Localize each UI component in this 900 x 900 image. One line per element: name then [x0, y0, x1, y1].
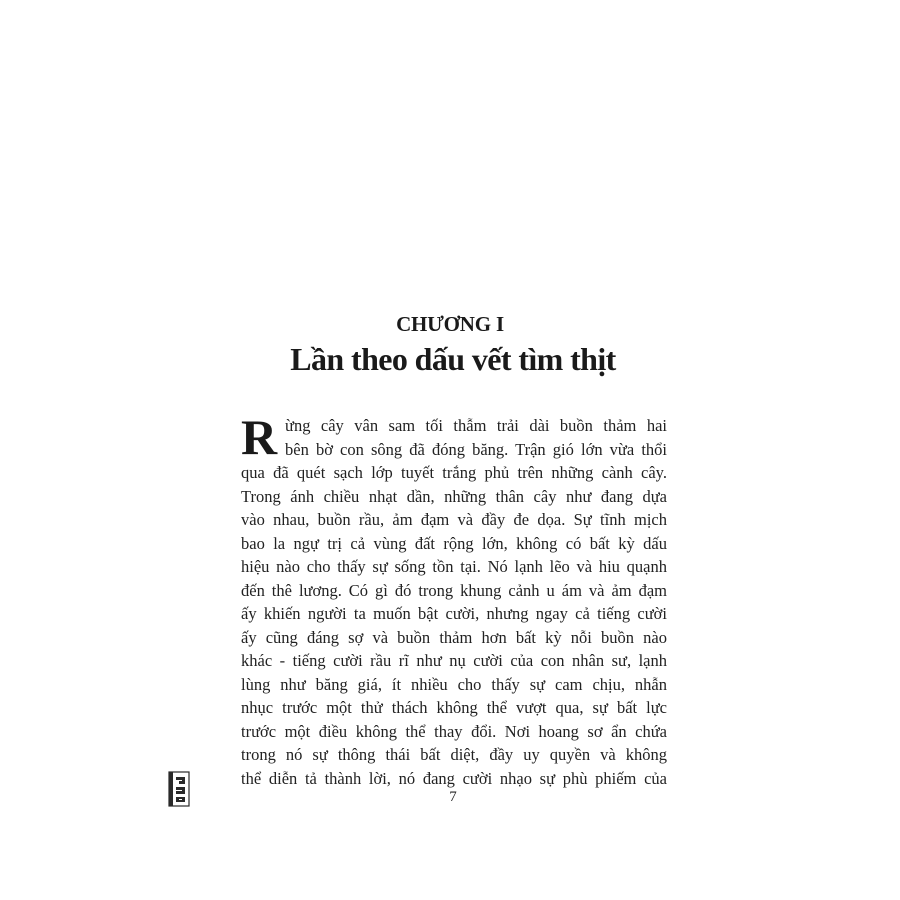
- chapter-label: CHƯƠNG I: [396, 312, 504, 336]
- page-number: 7: [449, 789, 457, 805]
- text-line: bên bờ con sông đã đóng băng. Trận gió lớn vừa thổi: [285, 439, 667, 459]
- text-line: trước một điều không thể thay đổi. Nơi hoang sơ ẩn chứa: [241, 721, 667, 741]
- text-line: khác - tiếng cười rầu rĩ như nụ cười của con nhân sư, lạnh: [241, 651, 667, 670]
- text-line: qua đã quét sạch lớp tuyết trắng phủ trên những cành cây.: [241, 463, 667, 482]
- text-line: ấy cũng đáng sợ và buồn thảm hơn bất kỳ nỗi buồn nào: [241, 627, 667, 647]
- text-line: hiệu nào cho thấy sự sống tồn tại. Nó lạnh lẽo và hiu quạnh: [241, 557, 667, 576]
- text-line: trong nó sự thông thái bất diệt, đầy uy quyền và không: [241, 745, 667, 764]
- text-line: lùng như băng giá, ít nhiều cho thấy sự cam chịu, nhẫn: [241, 674, 667, 694]
- text-line: ấy khiến người ta muốn bật cười, nhưng ngay cả tiếng cười: [241, 604, 667, 623]
- text-line: vào nhau, buồn rầu, ảm đạm và đầy đe dọa. Sự tĩnh mịch: [241, 510, 667, 529]
- chapter-title: Lần theo dấu vết tìm thịt: [290, 341, 616, 377]
- text-line: đến thê lương. Có gì đó trong khung cảnh u ám và ảm đạm: [241, 580, 667, 600]
- text-line: bao la ngự trị cả vùng đất rộng lớn, không có bất kỳ dấu: [241, 533, 667, 553]
- drop-cap: R: [241, 409, 278, 465]
- text-line: nhục trước một thử thách không thể vượt qua, sự bất lực: [241, 698, 667, 717]
- body-text: [241, 409, 667, 790]
- text-line: Trong ánh chiều nhạt dần, những thân cây như đang dựa: [241, 486, 667, 506]
- text-line: thể diễn tả thành lời, nó đang cười nhạo sự phù phiếm của: [241, 768, 667, 788]
- text-line: ừng cây vân sam tối thẫm trải dài buồn thảm hai: [285, 416, 667, 435]
